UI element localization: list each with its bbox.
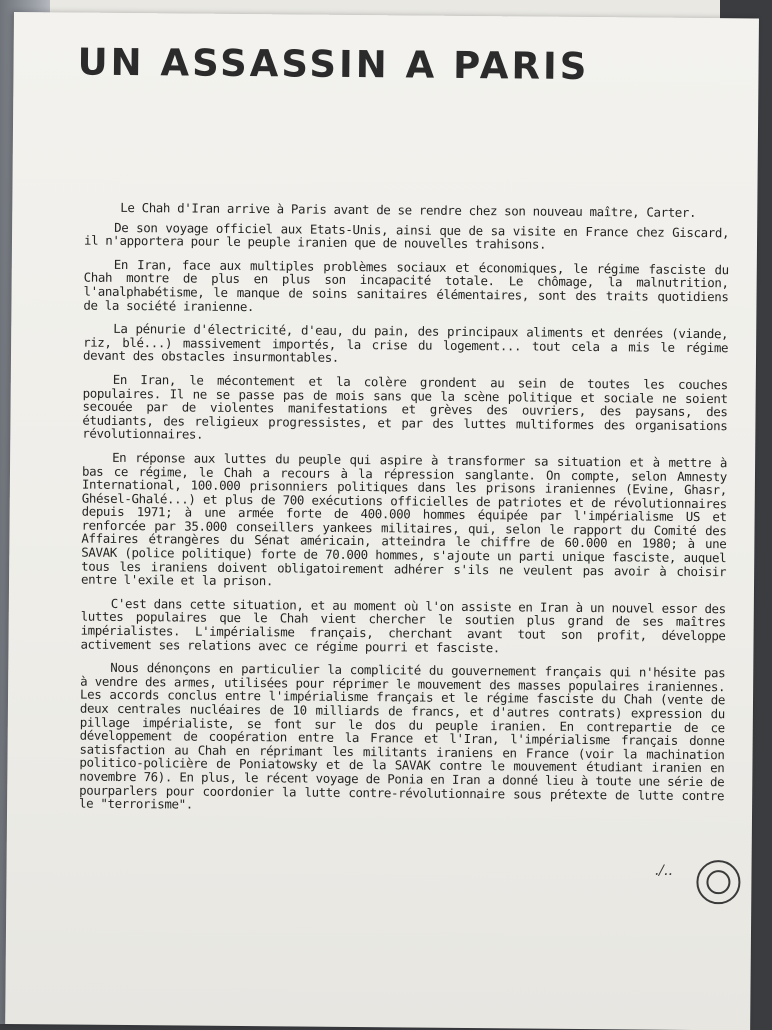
paragraph-5: En Iran, le mécontement et la colère grondent au sein de toutes les couches populaires. Il ne se passe pas de mois sans que la scène politique et sociale ne soient secouée par de violentes manifestations et grèves des ouvriers, des paysans, des étudiants, des religieux progressistes, et par des luttes multiformes des organisations révolutionnaires. — [82, 371, 728, 442]
document-page — [5, 12, 759, 1030]
paragraph-2: De son voyage officiel aux Etats-Unis, ainsi que de sa visite en France chez Giscard, il n'apportera pour le peuple iranien que de nouvelles trahisons. — [83, 219, 730, 252]
paragraph-1: Le Chah d'Iran arrive à Paris avant de se rendre chez son nouveau maître, Carter. — [120, 199, 697, 220]
document-title: UN ASSASSIN A PARIS — [77, 40, 590, 89]
paragraph-3: En Iran, face aux multiples problèmes sociaux et économiques, le régime fasciste du Chah montre de plus en plus son incapacité totale. Le chômage, la malnutrition, l'analphabétisme, le manque de soins sanitaires élémentaires, sont des traits quotidiens de la société iranienne. — [83, 256, 729, 314]
signature-mark: ./.. — [654, 862, 673, 879]
paragraph-7: C'est dans cette situation, et au moment où l'on assiste en Iran à un nouvel essor des luttes populaires que le Chah vient chercher le soutien plus grand de ses maîtres impérialistes. L'impérialisme français, cherchant avant tout son profit, développe activement ses relations avec ce régime pourri et fasciste. — [80, 595, 726, 655]
paragraph-8: Nous dénonçons en particulier la complicité du gouvernement français qui n'hésite pas à vendre des armes, utilisées pour réprimer le mouvement des masses populaires iraniennes. Les accords conclus entre l'impérialisme français et le régime fasciste du Chah (vente de deux centrales nucléaires de 10 milliards de francs, et d'autres contrats) expression du pillage impérialiste, se font sur le dos du peuple iranien. En contrepartie de ce développement de coopération entre la France et l'Iran, l'impérialisme français donne satisfaction au Chah en réprimant les militants iraniens en France (voir la machination politico-policière de Poniatowsky et de la SAVAK contre le mouvement étudiant iranien en novembre 76). En plus, le récent voyage de Ponia en Iran a donné lieu à toute une série de pourparlers pour coordonier la lutte contre-révolutionnaire sous prétexte de lutte contre le "terrorisme". — [79, 660, 726, 812]
paragraph-4: La pénurie d'électricité, d'eau, du pain, des principaux aliments et denrées (viande, riz, blé...) massivement importés, la crise du logement... tout cela a mis le régime devant des obstacles insurmontables. — [82, 321, 729, 366]
paragraph-6: En réponse aux luttes du peuple qui aspire à transformer sa situation et à mettre à bas ce régime, le Chah a recours à la répression sanglante. On compte, selon Amnesty International, 100.000 prisonniers politiques dans les prisons iraniennes (Evine, Ghasr, Ghésel-Ghalé...) et plus de 700 exécutions officielles de patriotes et de révolutionnaires depuis 1971; à une armée forte de 400.000 hommes équipée par l'impérialisme US et renforcée par 35.000 conseillers yankees militaires, qui, selon le rapport du Comité des Affaires étrangères du Sénat américain, atteindra le chiffre de 60.000 en 1980; à une SAVAK (police politique) forte de 70.000 hommes, s'ajoute un parti unique fasciste, auquel tous les iraniens doivent obligatoirement adhérer s'ils ne veulent pas avoir à choisir entre l'exile et la prison. — [80, 449, 728, 589]
document-body — [79, 201, 729, 826]
round-stamp-icon — [696, 860, 740, 904]
